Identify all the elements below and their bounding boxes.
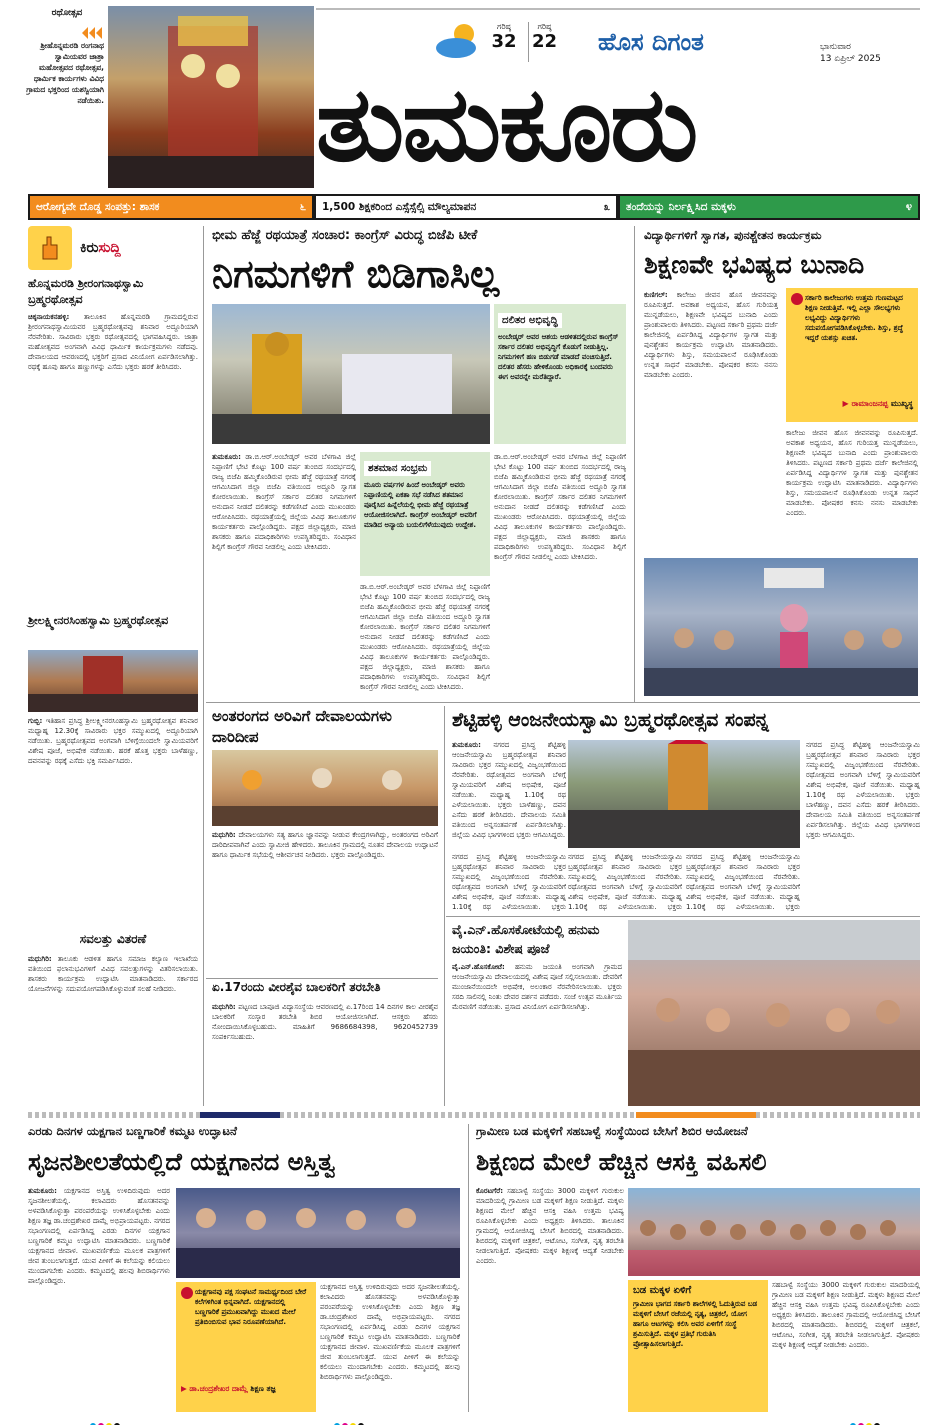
shettihalli-body-col3: ನಗರದ ಪ್ರಸಿದ್ಧ ಶೆಟ್ಟಿಹಳ್ಳಿ ಆಂಜನೇಯಸ್ವಾಮಿ ಬ್ರಹ್ಮರಥೋತ್ಸವ ಶನಿವಾರ ಸಾವಿರಾರು ಭಕ್ತರ ಸಮ್ಮುಖದಲ್ಲಿ ವಿಜೃಂಭಣೆಯಿಂದ ನೆರವೇರಿತು. ರಥೋತ್ಸವದ ಅಂಗವಾಗಿ ಬೆಳಿಗ್ಗೆ ಸ್ವಾಮಿಯವರಿಗೆ ವಿಶೇಷ ಅಭಿಷೇಕ, ಪೂಜೆ ನಡೆಯಿತು. ಮಧ್ಯಾಹ್ನ 1.10ಕ್ಕೆ ರಥ ಎಳೆಯಲಾಯಿತು. ಭಕ್ತರು (452, 853, 566, 911)
education-quote-role: ಮುಖ್ಯಸ್ಥ (890, 399, 913, 408)
issue-date: 13 ಏಪ್ರಿಲ್ 2025 (820, 54, 881, 64)
ratha-label: ರಥೋತ್ಸವ (51, 8, 83, 18)
lead-kicker: ಭೀಮ ಹೆಜ್ಜೆ ರಥಯಾತ್ರೆ ಸಂಚಾರ: ಕಾಂಗ್ರೆಸ್ ವಿರುದ್ಧ ಬಿಜೆಪಿ ಟೀಕೆ (212, 228, 478, 243)
shettihalli-body-col1: ತುಮಕೂರು: ನಗರದ ಪ್ರಸಿದ್ಧ ಶೆಟ್ಟಿಹಳ್ಳಿ ಆಂಜನೇಯಸ್ವಾಮಿ ಬ್ರಹ್ಮರಥೋತ್ಸವ ಶನಿವಾರ ಸಾವಿರಾರು ಭಕ್ತರ ಸಮ್ಮುಖದಲ್ಲಿ ವಿಜೃಂಭಣೆಯಿಂದ ನೆರವೇರಿತು. ರಥೋತ್ಸವದ ಅಂಗವಾಗಿ ಬೆಳಿಗ್ಗೆ ಸ್ವಾಮಿಯವರಿಗೆ ವಿಶೇಷ ಅಭಿಷೇಕ, ಪೂಜೆ ನಡೆಯಿತು. ಮಧ್ಯಾಹ್ನ 1.10ಕ್ಕೆ ರಥ ಎಳೆಯಲಾಯಿತು. ಭಕ್ತರು ಬಾಳೆಹಣ್ಣು, ದವನ ಎಸೆದು ಹರಕೆ ತೀರಿಸಿದರು. ದೇವಾಲಯ ಸಮಿತಿ ವತಿಯಿಂದ ಅನ್ನಸಂತರ್ಪಣೆ ಏರ್ಪಡಿಸಲಾಗಿತ್ತು. ಜಿಲ್ಲೆಯ ವಿವಿಧ ಭಾಗಗಳಿಂದ ಭಕ್ತರು ಆಗಮಿಸಿದ್ದರು. (452, 741, 566, 839)
yakshagana-quote-author: ಡಾ.ಚಂದ್ರಶೇಖರ ದಾಮ್ಲೆ (189, 1384, 248, 1393)
summer-body-col2: ಸಹಬಾಳ್ವೆ ಸಂಸ್ಥೆಯು 3000 ಮಕ್ಕಳಿಗೆ ಗುರುಕುಲ ಮಾದರಿಯಲ್ಲಿ ಗ್ರಾಮೀಣ ಬಡ ಮಕ್ಕಳಿಗೆ ಶಿಕ್ಷಣ ನೀಡುತ್ತಿದೆ. ಮಕ್ಕಳು ಶಿಕ್ಷಣದ ಮೇಲೆ ಹೆಚ್ಚಿನ ಆಸಕ್ತಿ ವಹಿಸಿ ಉತ್ತಮ ಭವಿಷ್ಯ ರೂಪಿಸಿಕೊಳ್ಳಬೇಕು ಎಂದು ಅಧ್ಯಕ್ಷರು ತಿಳಿಸಿದರು. ತಾಲೂಕಿನ ಗ್ರಾಮದಲ್ಲಿ ಆಯೋಜಿಸಿದ್ದ ಬೇಸಿಗೆ ಶಿಬಿರದಲ್ಲಿ ಮಾತನಾಡಿದರು. ಶಿಬಿರದಲ್ಲಿ ಮಕ್ಕಳಿಗೆ ಚಿತ್ರಕಲೆ, ಆಟೋಟ, ಸಂಗೀತ, ನೃತ್ಯ ತರಬೇತಿ ನೀಡಲಾಗುತ್ತಿದೆ. ಪೋಷಕರು ಮಕ್ಕಳ ಶಿಕ್ಷಣಕ್ಕೆ ಆದ್ಯತೆ ನೀಡಬೇಕು ಎಂದರು. (772, 1281, 920, 1349)
hanuma-photo (628, 920, 920, 1106)
registration-dots-left (90, 1414, 150, 1422)
ratha-photo (108, 6, 314, 188)
antaranga-body: ಮಧುಗಿರಿ: ದೇವಾಲಯಗಳು ಸತ್ಯ ಹಾಗೂ ಜ್ಞಾನವನ್ನು ನೀಡುವ ಕೇಂದ್ರಗಳಾಗಿದ್ದು, ಅಂತರಂಗದ ಅರಿವಿಗೆ ದಾರಿದೀಪವಾಗಿವೆ ಎಂದು ಸ್ವಾಮೀಜಿ ಹೇಳಿದರು. ತಾಲೂಕಿನ ಗ್ರಾಮದಲ್ಲಿ ನೂತನ ದೇವಾಲಯ ಉದ್ಘಾಟನೆ ಹಾಗೂ ಧಾರ್ಮಿಕ ಸಭೆಯಲ್ಲಿ ಆಶೀರ್ವಚನ ನೀಡಿದರು. ಭಕ್ತರು ಪಾಲ್ಗೊಂಡಿದ್ದರು. (212, 831, 438, 859)
issue-day: ಭಾನುವಾರ (820, 42, 851, 52)
kiru-label: ಕಿರು (80, 240, 99, 256)
temp-min: ಗರಿಷ್ಠ 22 (528, 22, 560, 62)
award-headline: ಏ.17ರಂದು ವೀರಶೈವ ಬಾಲಕರಿಗೆ ತರಬೇತಿ (212, 980, 381, 994)
lead-body-col3: ಡಾ.ಬಿ.ಆರ್.ಅಂಬೇಡ್ಕರ್ ಅವರ ಬೆಳಗಾವಿ ಜಿಲ್ಲೆ ನಿಪ್ಪಾಣಿಗೆ ಭೇಟಿ ಕೊಟ್ಟು 100 ವರ್ಷ ತುಂಬಿದ ಸಂದರ್ಭದಲ್ಲಿ ರಾಜ್ಯ ಬಿಜೆಪಿ ಹಮ್ಮಿಕೊಂಡಿರುವ ಭೀಮ ಹೆಜ್ಜೆ ರಥಯಾತ್ರೆ ನಗರಕ್ಕೆ ಆಗಮಿಸಿದಾಗ ಜಿಲ್ಲಾ ಬಿಜೆಪಿ ವತಿಯಿಂದ ಅದ್ದೂರಿ ಸ್ವಾಗತ ಕೋರಲಾಯಿತು. ಕಾಂಗ್ರೆಸ್ ಸರ್ಕಾರ ದಲಿತರ ನಿಗಮಗಳಿಗೆ ಅನುದಾನ ನೀಡದೆ ದಲಿತರನ್ನು ಕಡೆಗಣಿಸಿದೆ ಎಂದು ಮುಖಂಡರು ಆರೋಪಿಸಿದರು. ರಥಯಾತ್ರೆಯಲ್ಲಿ ಜಿಲ್ಲೆಯ ವಿವಿಧ ತಾಲೂಕುಗಳ ಕಾರ್ಯಕರ್ತರು ಪಾಲ್ಗೊಂಡಿದ್ದರು. ಪಕ್ಷದ ಜಿಲ್ಲಾಧ್ಯಕ್ಷರು, ಮಾಜಿ ಶಾಸಕರು ಹಾಗೂ ಪದಾಧಿಕಾರಿಗಳು ಉಪಸ್ಥಿತರಿದ್ದರು. ಸಂವಿಧಾನ ಶಿಲ್ಪಿಗೆ ಕಾಂಗ್ರೆಸ್ ಗೌರವ ನೀಡಲಿಲ್ಲ ಎಂದು ಟೀಕಿಸಿದರು. (494, 453, 626, 561)
yakshagana-quote-text: ಯಕ್ಷಗಾನವು ಪಕ್ಷ ಸಂಘಟನೆ ಸಾಮರ್ಥ್ಯದಿಂದ ಬೇರೆ ಕಲೆಗಳಿಗಿಂತ ಭಿನ್ನವಾಗಿದೆ. ಯಕ್ಷಗಾನದಲ್ಲಿ ಬಣ್ಣಗಾರಿಕೆ ಪ್ರಮುಖವಾಗಿದ್ದು ಮುಖದ ಮೇಲೆ ಪ್ರತಿಬಿಂಬಿಸುವ ಭಾವ ನಿರೂಪಣೆಯಾಗಿದೆ. (195, 1288, 307, 1326)
city-title: ತುಮಕೂರು (316, 63, 697, 185)
education-body-col1: ಕುಣಿಗಲ್: ಕಾಲೇಜು ಜೀವನ ಹೊಸ ಜೀವನವನ್ನು ರೂಪಿಸುತ್ತದೆ. ಅವಕಾಶ ಅಧ್ಯಯನ, ಹೊಸ ಗುರಿಯತ್ತ ಮುನ್ನಡೆಯಲು, ಶಿಕ್ಷಣವೇ ಭವಿಷ್ಯದ ಬುನಾದಿ ಎಂದು ಪ್ರಾಂಶುಪಾಲರು ತಿಳಿಸಿದರು. ಪಟ್ಟಣದ ಸರ್ಕಾರಿ ಪ್ರಥಮ ದರ್ಜೆ ಕಾಲೇಜಿನಲ್ಲಿ ಏರ್ಪಡಿಸಿದ್ದ ವಿದ್ಯಾರ್ಥಿಗಳ ಸ್ವಾಗತ ಮತ್ತು ಪುನಶ್ಚೇತನ ಕಾರ್ಯಕ್ರಮ ಉದ್ಘಾಟಿಸಿ ಮಾತನಾಡಿದರು. ವಿದ್ಯಾರ್ಥಿಗಳು ಶಿಸ್ತು, ಸಮಯಪಾಲನೆ ರೂಢಿಸಿಕೊಂಡು ಉನ್ನತ ಸಾಧನೆ ಮಾಡಬೇಕು. ಪೋಷಕರ ಕನಸು ನನಸು ಮಾಡಬೇಕು ಎಂದರು. (644, 291, 778, 379)
education-headline: ಶಿಕ್ಷಣವೇ ಭವಿಷ್ಯದ ಬುನಾದಿ (644, 250, 865, 279)
kiru-story2-title: ಶ್ರೀಲಕ್ಷ್ಮೀನರಸಿಂಹಸ್ವಾಮಿ ಬ್ರಹ್ಮರಥೋತ್ಸವ (28, 614, 169, 627)
shettihalli-body-col2: ನಗರದ ಪ್ರಸಿದ್ಧ ಶೆಟ್ಟಿಹಳ್ಳಿ ಆಂಜನೇಯಸ್ವಾಮಿ ಬ್ರಹ್ಮರಥೋತ್ಸವ ಶನಿವಾರ ಸಾವಿರಾರು ಭಕ್ತರ ಸಮ್ಮುಖದಲ್ಲಿ ವಿಜೃಂಭಣೆಯಿಂದ ನೆರವೇರಿತು. ರಥೋತ್ಸವದ ಅಂಗವಾಗಿ ಬೆಳಿಗ್ಗೆ ಸ್ವಾಮಿಯವರಿಗೆ ವಿಶೇಷ ಅಭಿಷೇಕ, ಪೂಜೆ ನಡೆಯಿತು. ಮಧ್ಯಾಹ್ನ 1.10ಕ್ಕೆ ರಥ ಎಳೆಯಲಾಯಿತು. ಭಕ್ತರು ಬಾಳೆಹಣ್ಣು, ದವನ ಎಸೆದು ಹರಕೆ ತೀರಿಸಿದರು. ದೇವಾಲಯ ಸಮಿತಿ ವತಿಯಿಂದ ಅನ್ನಸಂತರ್ಪಣೆ ಏರ್ಪಡಿಸಲಾಗಿತ್ತು. ಜಿಲ್ಲೆಯ ವಿವಿಧ ಭಾಗಗಳಿಂದ ಭಕ್ತರು ಆಗಮಿಸಿದ್ದರು. (806, 741, 920, 839)
divider-orange-accent (636, 1112, 756, 1118)
education-body-col2: ಕಾಲೇಜು ಜೀವನ ಹೊಸ ಜೀವನವನ್ನು ರೂಪಿಸುತ್ತದೆ. ಅವಕಾಶ ಅಧ್ಯಯನ, ಹೊಸ ಗುರಿಯತ್ತ ಮುನ್ನಡೆಯಲು, ಶಿಕ್ಷಣವೇ ಭವಿಷ್ಯದ ಬುನಾದಿ ಎಂದು ಪ್ರಾಂಶುಪಾಲರು ತಿಳಿಸಿದರು. ಪಟ್ಟಣದ ಸರ್ಕಾರಿ ಪ್ರಥಮ ದರ್ಜೆ ಕಾಲೇಜಿನಲ್ಲಿ ಏರ್ಪಡಿಸಿದ್ದ ವಿದ್ಯಾರ್ಥಿಗಳ ಸ್ವಾಗತ ಮತ್ತು ಪುನಶ್ಚೇತನ ಕಾರ್ಯಕ್ರಮ ಉದ್ಘಾಟಿಸಿ ಮಾತನಾಡಿದರು. ವಿದ್ಯಾರ್ಥಿಗಳು ಶಿಸ್ತು, ಸಮಯಪಾಲನೆ ರೂಢಿಸಿಕೊಂಡು ಉನ್ನತ ಸಾಧನೆ ಮಾಡಬೇಕು. ಪೋಷಕರ ಕನಸು ನನಸು ಮಾಡಬೇಕು ಎಂದರು. (786, 429, 918, 517)
teaser-3[interactable]: ತಂದೆಯನ್ನು ನಿರ್ಲಕ್ಷ್ಯಿಸಿದ ಮಕ್ಕಳು ೪ (620, 196, 918, 218)
shettihalli-photo (568, 740, 800, 848)
summer-box-title: ಬಡ ಮಕ್ಕಳ ಏಳಿಗೆ (633, 1285, 692, 1296)
dalitara-box (494, 304, 626, 444)
yakshagana-quote-role: ಶಿಕ್ಷಣ ತಜ್ಞ (250, 1384, 276, 1393)
kiru-story3-title: ಸವಲತ್ತು ವಿತರಣೆ (79, 932, 147, 946)
antaranga-photo (212, 750, 438, 826)
summer-kicker: ಗ್ರಾಮೀಣ ಬಡ ಮಕ್ಕಳಿಗೆ ಸಹಬಾಳ್ವೆ ಸಂಸ್ಥೆಯಿಂದ ಬೇಸಿಗೆ ಶಿಬಿರ ಆಯೋಜನೆ (476, 1124, 748, 1138)
summer-photo (628, 1188, 920, 1276)
paper-name-logo: ಹೊಸ ದಿಗಂತ (598, 28, 704, 56)
ratha-arrow-icon (82, 24, 104, 36)
rally-photo (212, 304, 490, 444)
shatamana-box-title: ಶತಮಾನ ಸಂಭ್ರಮ (364, 461, 431, 476)
divider-blue-accent (200, 1112, 280, 1118)
yakshagana-body-col1: ತುಮಕೂರು: ಯಕ್ಷಗಾನದ ಅಸ್ತಿತ್ವ ಉಳಿದಿರುವುದು ಅದರ ಸೃಜನಶೀಲತೆಯಲ್ಲಿ. ಕಲಾವಿದರು ಹೊಸತನವನ್ನು ಅಳವಡಿಸಿಕೊಳ್ಳುತ್ತಾ ಪರಂಪರೆಯನ್ನು ಉಳಿಸಿಕೊಳ್ಳಬೇಕು ಎಂದು ಶಿಕ್ಷಣ ತಜ್ಞ ಡಾ.ಚಂದ್ರಶೇಖರ ದಾಮ್ಲೆ ಅಭಿಪ್ರಾಯಪಟ್ಟರು. ನಗರದ ಸಭಾಂಗಣದಲ್ಲಿ ಏರ್ಪಡಿಸಿದ್ದ ಎರಡು ದಿನಗಳ ಯಕ್ಷಗಾನ ಬಣ್ಣಗಾರಿಕೆ ಕಮ್ಮಟ ಉದ್ಘಾಟಿಸಿ ಮಾತನಾಡಿದರು. ಬಣ್ಣಗಾರಿಕೆ ಯಕ್ಷಗಾನದ ಜೀವಾಳ. ಮುಖವರ್ಣಿಕೆಯ ಮೂಲಕ ಪಾತ್ರಗಳಿಗೆ ಜೀವ ತುಂಬಲಾಗುತ್ತದೆ. ಯುವ ಪೀಳಿಗೆ ಈ ಕಲೆಯನ್ನು ಕಲಿಯಲು ಮುಂದಾಗಬೇಕು ಎಂದರು. ಕಮ್ಮಟದಲ್ಲಿ ಹಲವು ಶಿಬಿರಾರ್ಥಿಗಳು ಪಾಲ್ಗೊಂಡಿದ್ದರು. (28, 1187, 170, 1285)
lead-body-col1: ತುಮಕೂರು: ಡಾ.ಬಿ.ಆರ್.ಅಂಬೇಡ್ಕರ್ ಅವರ ಬೆಳಗಾವಿ ಜಿಲ್ಲೆ ನಿಪ್ಪಾಣಿಗೆ ಭೇಟಿ ಕೊಟ್ಟು 100 ವರ್ಷ ತುಂಬಿದ ಸಂದರ್ಭದಲ್ಲಿ ರಾಜ್ಯ ಬಿಜೆಪಿ ಹಮ್ಮಿಕೊಂಡಿರುವ ಭೀಮ ಹೆಜ್ಜೆ ರಥಯಾತ್ರೆ ನಗರಕ್ಕೆ ಆಗಮಿಸಿದಾಗ ಜಿಲ್ಲಾ ಬಿಜೆಪಿ ವತಿಯಿಂದ ಅದ್ದೂರಿ ಸ್ವಾಗತ ಕೋರಲಾಯಿತು. ಕಾಂಗ್ರೆಸ್ ಸರ್ಕಾರ ದಲಿತರ ನಿಗಮಗಳಿಗೆ ಅನುದಾನ ನೀಡದೆ ದಲಿತರನ್ನು ಕಡೆಗಣಿಸಿದೆ ಎಂದು ಮುಖಂಡರು ಆರೋಪಿಸಿದರು. ರಥಯಾತ್ರೆಯಲ್ಲಿ ಜಿಲ್ಲೆಯ ವಿವಿಧ ತಾಲೂಕುಗಳ ಕಾರ್ಯಕರ್ತರು ಪಾಲ್ಗೊಂಡಿದ್ದರು. ಪಕ್ಷದ ಜಿಲ್ಲಾಧ್ಯಕ್ಷರು, ಮಾಜಿ ಶಾಸಕರು ಹಾಗೂ ಪದಾಧಿಕಾರಿಗಳು ಉಪಸ್ಥಿತರಿದ್ದರು. ಸಂವಿಧಾನ ಶಿಲ್ಪಿಗೆ ಕಾಂಗ್ರೆಸ್ ಗೌರವ ನೀಡಲಿಲ್ಲ ಎಂದು ಟೀಕಿಸಿದರು. (212, 453, 356, 551)
section-divider (28, 1112, 920, 1118)
teaser-1[interactable]: ಆರೋಗ್ಯವೇ ದೊಡ್ಡ ಸಂಪತ್ತು: ಶಾಸಕ ೬ (30, 196, 312, 218)
education-quote-text: ಸರ್ಕಾರಿ ಕಾಲೇಜುಗಳು ಉತ್ತಮ ಗುಣಮಟ್ಟದ ಶಿಕ್ಷಣ ನೀಡುತ್ತಿವೆ. ಇಲ್ಲಿ ಎಲ್ಲಾ ಸೌಲಭ್ಯಗಳು ಲಭ್ಯವಿದ್ದು ವಿದ್ಯಾರ್ಥಿಗಳು ಸದುಪಯೋಗಪಡಿಸಿಕೊಳ್ಳಬೇಕು. ಶಿಸ್ತು, ಶ್ರದ್ಧೆ ಇದ್ದರೆ ಯಶಸ್ಸು ಖಚಿತ. (805, 294, 904, 342)
registration-dots-center (334, 1414, 394, 1422)
yakshagana-kicker: ಎರಡು ದಿನಗಳ ಯಕ್ಷಗಾನ ಬಣ್ಣಗಾರಿಕೆ ಕಮ್ಮಟ ಉದ್ಘಾಟನೆ (28, 1124, 237, 1138)
gubbi-ratha-photo (28, 650, 198, 712)
education-kicker: ವಿದ್ಯಾರ್ಥಿಗಳಿಗೆ ಸ್ವಾಗತ, ಪುನಶ್ಚೇತನ ಕಾರ್ಯಕ್ರಮ (644, 228, 822, 242)
shettihalli-body-col4: ನಗರದ ಪ್ರಸಿದ್ಧ ಶೆಟ್ಟಿಹಳ್ಳಿ ಆಂಜನೇಯಸ್ವಾಮಿ ಬ್ರಹ್ಮರಥೋತ್ಸವ ಶನಿವಾರ ಸಾವಿರಾರು ಭಕ್ತರ ಸಮ್ಮುಖದಲ್ಲಿ ವಿಜೃಂಭಣೆಯಿಂದ ನೆರವೇರಿತು. ರಥೋತ್ಸವದ ಅಂಗವಾಗಿ ಬೆಳಿಗ್ಗೆ ಸ್ವಾಮಿಯವರಿಗೆ ವಿಶೇಷ ಅಭಿಷೇಕ, ಪೂಜೆ ನಡೆಯಿತು. ಮಧ್ಯಾಹ್ನ 1.10ಕ್ಕೆ ರಥ ಎಳೆಯಲಾಯಿತು. ಭಕ್ತರು (568, 853, 682, 911)
summer-headline: ಶಿಕ್ಷಣದ ಮೇಲೆ ಹೆಚ್ಚಿನ ಆಸಕ್ತಿ ವಹಿಸಲಿ (476, 1148, 767, 1176)
education-quote-box (786, 288, 918, 422)
shatamana-box (360, 452, 490, 576)
yakshagana-body-col2: ಯಕ್ಷಗಾನದ ಅಸ್ತಿತ್ವ ಉಳಿದಿರುವುದು ಅದರ ಸೃಜನಶೀಲತೆಯಲ್ಲಿ. ಕಲಾವಿದರು ಹೊಸತನವನ್ನು ಅಳವಡಿಸಿಕೊಳ್ಳುತ್ತಾ ಪರಂಪರೆಯನ್ನು ಉಳಿಸಿಕೊಳ್ಳಬೇಕು ಎಂದು ಶಿಕ್ಷಣ ತಜ್ಞ ಡಾ.ಚಂದ್ರಶೇಖರ ದಾಮ್ಲೆ ಅಭಿಪ್ರಾಯಪಟ್ಟರು. ನಗರದ ಸಭಾಂಗಣದಲ್ಲಿ ಏರ್ಪಡಿಸಿದ್ದ ಎರಡು ದಿನಗಳ ಯಕ್ಷಗಾನ ಬಣ್ಣಗಾರಿಕೆ ಕಮ್ಮಟ ಉದ್ಘಾಟಿಸಿ ಮಾತನಾಡಿದರು. ಬಣ್ಣಗಾರಿಕೆ ಯಕ್ಷಗಾನದ ಜೀವಾಳ. ಮುಖವರ್ಣಿಕೆಯ ಮೂಲಕ ಪಾತ್ರಗಳಿಗೆ ಜೀವ ತುಂಬಲಾಗುತ್ತದೆ. ಯುವ ಪೀಳಿಗೆ ಈ ಕಲೆಯನ್ನು ಕಲಿಯಲು ಮುಂದಾಗಬೇಕು ಎಂದರು. ಕಮ್ಮಟದಲ್ಲಿ ಹಲವು ಶಿಬಿರಾರ್ಥಿಗಳು ಪಾಲ್ಗೊಂಡಿದ್ದರು. (320, 1283, 460, 1381)
summer-body-col1: ಕೊರಟಗೆರೆ: ಸಹಬಾಳ್ವೆ ಸಂಸ್ಥೆಯು 3000 ಮಕ್ಕಳಿಗೆ ಗುರುಕುಲ ಮಾದರಿಯಲ್ಲಿ ಗ್ರಾಮೀಣ ಬಡ ಮಕ್ಕಳಿಗೆ ಶಿಕ್ಷಣ ನೀಡುತ್ತಿದೆ. ಮಕ್ಕಳು ಶಿಕ್ಷಣದ ಮೇಲೆ ಹೆಚ್ಚಿನ ಆಸಕ್ತಿ ವಹಿಸಿ ಉತ್ತಮ ಭವಿಷ್ಯ ರೂಪಿಸಿಕೊಳ್ಳಬೇಕು ಎಂದು ಅಧ್ಯಕ್ಷರು ತಿಳಿಸಿದರು. ತಾಲೂಕಿನ ಗ್ರಾಮದಲ್ಲಿ ಆಯೋಜಿಸಿದ್ದ ಬೇಸಿಗೆ ಶಿಬಿರದಲ್ಲಿ ಮಾತನಾಡಿದರು. ಶಿಬಿರದಲ್ಲಿ ಮಕ್ಕಳಿಗೆ ಚಿತ್ರಕಲೆ, ಆಟೋಟ, ಸಂಗೀತ, ನೃತ್ಯ ತರಬೇತಿ ನೀಡಲಾಗುತ್ತಿದೆ. ಪೋಷಕರು ಮಕ್ಕಳ ಶಿಕ್ಷಣಕ್ಕೆ ಆದ್ಯತೆ ನೀಡಬೇಕು ಎಂದರು. (476, 1187, 624, 1265)
dalitara-box-body: ಅಂಬೇಡ್ಕರ್ ಆವರ ಆಶಯ ಆಡಳಿತದಲ್ಲಿರುವ ಕಾಂಗ್ರೆಸ್ ಸರ್ಕಾರ ದಲಿತರ ಅಭಿವೃದ್ಧಿಗೆ ಕೊಡುಗೆ ನೀಡುತ್ತಿಲ್ಲ. ನಿಗಮಗಳಿಗೆ ಹಣ ಬಿಡುಗಡೆ ಮಾಡದೆ ವಂಚಿಸುತ್ತಿದೆ. ದಲಿತರ ಹೆಸರು ಹೇಳಿಕೊಂಡು ಅಧಿಕಾರಕ್ಕೆ ಬಂದವರು ಈಗ ಅವರನ್ನೇ ಮರೆತಿದ್ದಾರೆ. (498, 333, 619, 381)
weather-icon (434, 20, 486, 60)
hand-icon (28, 226, 72, 270)
quote-author-arrow-icon: ▶ (842, 399, 849, 408)
yakshagana-photo (176, 1188, 460, 1278)
quote-icon (791, 293, 803, 305)
kiru-story1-title: ಹೊನ್ನಮರಡಿ ಶ್ರೀರಂಗನಾಥಸ್ವಾಮಿ ಬ್ರಹ್ಮರಥೋತ್ಸವ (28, 277, 144, 306)
kiru-suddi-banner (28, 226, 198, 270)
yakshagana-headline: ಸೃಜನಶೀಲತೆಯಲ್ಲಿದೆ ಯಕ್ಷಗಾನದ ಅಸ್ತಿತ್ವ (28, 1148, 336, 1176)
registration-dots-right (850, 1414, 910, 1422)
kiru-story2-body: ಗುಬ್ಬಿ: ಇತಿಹಾಸ ಪ್ರಸಿದ್ಧ ಶ್ರೀಲಕ್ಷ್ಮೀನರಸಿಂಹಸ್ವಾಮಿ ಬ್ರಹ್ಮರಥೋತ್ಸವ ಶನಿವಾರ ಮಧ್ಯಾಹ್ನ 12.30ಕ್ಕೆ ಸಾವಿರಾರು ಭಕ್ತರ ಸಮ್ಮುಖದಲ್ಲಿ ಅದ್ದೂರಿಯಾಗಿ ನಡೆಯಿತು. ಬ್ರಹ್ಮರಥೋತ್ಸವದ ಅಂಗವಾಗಿ ಬೆಳಿಗ್ಗೆಯಿಂದಲೇ ಸ್ವಾಮಿಯವರಿಗೆ ವಿಶೇಷ ಪೂಜೆ, ಅಭಿಷೇಕ ನಡೆಯಿತು. ಹರಕೆ ಹೊತ್ತ ಭಕ್ತರು ಬಾಳೆಹಣ್ಣು, ದವನವನ್ನು ರಥಕ್ಕೆ ಎಸೆದು ಭಕ್ತಿ ಸಮರ್ಪಿಸಿದರು. (28, 717, 198, 765)
quote-author-arrow-icon: ▶ (181, 1384, 187, 1393)
award-body: ಮಧುಗಿರಿ: ಪಟ್ಟಣದ ಬಾಪೂಜಿ ವಿದ್ಯಾಸಂಸ್ಥೆಯ ಆವರಣದಲ್ಲಿ ಏ.17ರಿಂದ 14 ದಿನಗಳ ಕಾಲ ವೀರಶೈವ ಬಾಲಕರಿಗೆ ಸಂಸ್ಕಾರ ತರಬೇತಿ ಶಿಬಿರ ಆಯೋಜಿಸಲಾಗಿದೆ. ಆಸಕ್ತರು ಹೆಸರು ನೋಂದಾಯಿಸಿಕೊಳ್ಳಬಹುದು. ಮಾಹಿತಿಗೆ 9686684398, 9620452739 ಸಂಪರ್ಕಿಸಬಹುದು. (212, 1003, 438, 1041)
antaranga-headline: ಅಂತರಂಗದ ಅರಿವಿಗೆ ದೇವಾಲಯಗಳು ದಾರಿದೀಪ (212, 707, 392, 746)
lead-body-col2: ಡಾ.ಬಿ.ಆರ್.ಅಂಬೇಡ್ಕರ್ ಅವರ ಬೆಳಗಾವಿ ಜಿಲ್ಲೆ ನಿಪ್ಪಾಣಿಗೆ ಭೇಟಿ ಕೊಟ್ಟು 100 ವರ್ಷ ತುಂಬಿದ ಸಂದರ್ಭದಲ್ಲಿ ರಾಜ್ಯ ಬಿಜೆಪಿ ಹಮ್ಮಿಕೊಂಡಿರುವ ಭೀಮ ಹೆಜ್ಜೆ ರಥಯಾತ್ರೆ ನಗರಕ್ಕೆ ಆಗಮಿಸಿದಾಗ ಜಿಲ್ಲಾ ಬಿಜೆಪಿ ವತಿಯಿಂದ ಅದ್ದೂರಿ ಸ್ವಾಗತ ಕೋರಲಾಯಿತು. ಕಾಂಗ್ರೆಸ್ ಸರ್ಕಾರ ದಲಿತರ ನಿಗಮಗಳಿಗೆ ಅನುದಾನ ನೀಡದೆ ದಲಿತರನ್ನು ಕಡೆಗಣಿಸಿದೆ ಎಂದು ಮುಖಂಡರು ಆರೋಪಿಸಿದರು. ರಥಯಾತ್ರೆಯಲ್ಲಿ ಜಿಲ್ಲೆಯ ವಿವಿಧ ತಾಲೂಕುಗಳ ಕಾರ್ಯಕರ್ತರು ಪಾಲ್ಗೊಂಡಿದ್ದರು. ಪಕ್ಷದ ಜಿಲ್ಲಾಧ್ಯಕ್ಷರು, ಮಾಜಿ ಶಾಸಕರು ಹಾಗೂ ಪದಾಧಿಕಾರಿಗಳು ಉಪಸ್ಥಿತರಿದ್ದರು. ಸಂವಿಧಾನ ಶಿಲ್ಪಿಗೆ ಕಾಂಗ್ರೆಸ್ ಗೌರವ ನೀಡಲಿಲ್ಲ ಎಂದು ಟೀಕಿಸಿದರು. (360, 583, 490, 691)
shatamana-box-body: ಮೂರು ವರ್ಷಗಳ ಹಿಂದೆ ಅಂಬೇಡ್ಕರ್ ಅವರು ನಿಪ್ಪಾಣಿಯಲ್ಲಿ ಏಕತಾ ಸಭೆ ನಡೆಸಿದ ಶತಮಾನ ಪೂರೈಸಿದ ಹಿನ್ನೆಲೆಯಲ್ಲಿ ಭೀಮ ಹೆಜ್ಜೆ ರಥಯಾತ್ರೆ ಆಯೋಜಿಸಲಾಗಿದೆ. ಕಾಂಗ್ರೆಸ್ ಅಂಬೇಡ್ಕರ್ ಅವರಿಗೆ ಮಾಡಿದ ಅನ್ಯಾಯ ಬಯಲಿಗೆಳೆಯುವುದು ಉದ್ದೇಶ. (364, 481, 477, 529)
summer-box (628, 1280, 768, 1412)
yakshagana-quote-box (176, 1282, 316, 1412)
summer-box-body: ಗ್ರಾಮೀಣ ಭಾಗದ ಸರ್ಕಾರಿ ಶಾಲೆಗಳಲ್ಲಿ ಓದುತ್ತಿರುವ ಬಡ ಮಕ್ಕಳಿಗೆ ಬೇಸಿಗೆ ರಜೆಯಲ್ಲಿ ನೃತ್ಯ, ಚಿತ್ರಕಲೆ, ಯೋಗ ಹಾಗೂ ಆಟಗಳನ್ನು ಕಲಿಸಿ ಅವರ ಏಳಿಗೆಗೆ ಸಂಸ್ಥೆ ಶ್ರಮಿಸುತ್ತಿದೆ. ಮಕ್ಕಳ ಪ್ರತಿಭೆ ಗುರುತಿಸಿ ಪ್ರೋತ್ಸಾಹಿಸಲಾಗುತ್ತಿದೆ. (633, 1300, 758, 1348)
temp-max: ಗರಿಷ್ಠ 32 (491, 22, 517, 52)
hanuma-headline: ವೈ.ಎನ್.ಹೊಸಕೋಟೆಯಲ್ಲಿ ಹನುಮ ಜಯಂತಿ: ವಿಶೇಷ ಪೂಜೆ (452, 922, 600, 956)
hanuma-body: ವೈ.ಎನ್.ಹೊಸಕೋಟೆ: ಹನುಮ ಜಯಂತಿ ಅಂಗವಾಗಿ ಗ್ರಾಮದ ಆಂಜನೇಯಸ್ವಾಮಿ ದೇವಾಲಯದಲ್ಲಿ ವಿಶೇಷ ಪೂಜೆ ಸಲ್ಲಿಸಲಾಯಿತು. ದೇವರಿಗೆ ಮುಂಜಾನೆಯಿಂದಲೇ ಅಭಿಷೇಕ, ಅಲಂಕಾರ ನೆರವೇರಿಸಲಾಯಿತು. ಭಕ್ತರು ಸರದಿ ಸಾಲಿನಲ್ಲಿ ನಿಂತು ದೇವರ ದರ್ಶನ ಪಡೆದರು. ಸಂಜೆ ಉತ್ಸವ ಮೂರ್ತಿಯ ಮೆರವಣಿಗೆ ನಡೆಯಿತು. ಪ್ರಸಾದ ವಿನಿಯೋಗ ಏರ್ಪಡಿಸಲಾಗಿತ್ತು. (452, 963, 622, 1011)
quote-icon (181, 1287, 193, 1299)
kiru-story1-body: ಚಿಕ್ಕನಾಯಕನಹಳ್ಳಿ: ತಾಲೂಕಿನ ಹೊನ್ನಮರಡಿ ಗ್ರಾಮದಲ್ಲಿರುವ ಶ್ರೀರಂಗನಾಥಸ್ವಾಮಿಯವರ ಬ್ರಹ್ಮರಥೋತ್ಸವವು ಶನಿವಾರ ಅದ್ದೂರಿಯಾಗಿ ನೆರವೇರಿತು. ಸಾವಿರಾರು ಭಕ್ತರು ರಥೋತ್ಸವದಲ್ಲಿ ಭಾಗವಹಿಸಿದ್ದರು. ಜಾತ್ರಾ ಮಹೋತ್ಸವದ ಅಂಗವಾಗಿ ವಿವಿಧ ಧಾರ್ಮಿಕ ಕಾರ್ಯಕ್ರಮಗಳು ನಡೆದವು. ದೇವಾಲಯದ ಆವರಣದಲ್ಲಿ ಭಕ್ತರಿಗೆ ಪ್ರಸಾದ ವಿನಿಯೋಗ ಏರ್ಪಡಿಸಲಾಗಿತ್ತು. ರಥಕ್ಕೆ ಹೂವು ಹಾಗೂ ಹಣ್ಣುಗಳನ್ನು ಎಸೆದು ಭಕ್ತರು ಹರಕೆ ತೀರಿಸಿದರು. (28, 313, 198, 371)
education-photo (644, 558, 918, 696)
shettihalli-body-col5: ನಗರದ ಪ್ರಸಿದ್ಧ ಶೆಟ್ಟಿಹಳ್ಳಿ ಆಂಜನೇಯಸ್ವಾಮಿ ಬ್ರಹ್ಮರಥೋತ್ಸವ ಶನಿವಾರ ಸಾವಿರಾರು ಭಕ್ತರ ಸಮ್ಮುಖದಲ್ಲಿ ವಿಜೃಂಭಣೆಯಿಂದ ನೆರವೇರಿತು. ರಥೋತ್ಸವದ ಅಂಗವಾಗಿ ಬೆಳಿಗ್ಗೆ ಸ್ವಾಮಿಯವರಿಗೆ ವಿಶೇಷ ಅಭಿಷೇಕ, ಪೂಜೆ ನಡೆಯಿತು. ಮಧ್ಯಾಹ್ನ 1.10ಕ್ಕೆ ರಥ ಎಳೆಯಲಾಯಿತು. ಭಕ್ತರು (686, 853, 800, 911)
ratha-caption: ಶ್ರೀಹೊನ್ನಮರಡಿ ರಂಗನಾಥ ಸ್ವಾಮಿಯವರ ಜಾತ್ರಾ ಮಹೋತ್ಸವದ ರಥೋತ್ಸವ, ಧಾರ್ಮಿಕ ಕಾರ್ಯಗಳು ವಿವಿಧ ಗ್ರಾಮದ ಭಕ್ತರಿಂದ ಯಶಸ್ವಿಯಾಗಿ ನಡೆಯಿತು. (26, 41, 104, 105)
lead-headline: ನಿಗಮಗಳಿಗೆ ಬಿಡಿಗಾಸಿಲ್ಲ (212, 252, 500, 296)
dalitara-box-title: ದಲಿತರ ಅಭಿವೃದ್ಧಿ (498, 313, 562, 328)
suddi-label: ಸುದ್ದಿ (98, 240, 121, 256)
education-quote-author: ರಾಮಾಂಜನಪ್ಪ (851, 399, 889, 408)
shettihalli-headline: ಶೆಟ್ಟಿಹಳ್ಳಿ ಆಂಜನೇಯಸ್ವಾಮಿ ಬ್ರಹ್ಮರಥೋತ್ಸವ ಸಂಪನ್ನ (452, 709, 769, 731)
kiru-story3-body: ಮಧುಗಿರಿ: ತಾಲೂಕು ಆಡಳಿತ ಹಾಗೂ ಸಮಾಜ ಕಲ್ಯಾಣ ಇಲಾಖೆಯ ವತಿಯಿಂದ ಫಲಾನುಭವಿಗಳಿಗೆ ವಿವಿಧ ಸವಲತ್ತುಗಳನ್ನು ವಿತರಿಸಲಾಯಿತು. ಶಾಸಕರು ಕಾರ್ಯಕ್ರಮ ಉದ್ಘಾಟಿಸಿ ಮಾತನಾಡಿದರು. ಸರ್ಕಾರದ ಯೋಜನೆಗಳನ್ನು ಸದುಪಯೋಗಪಡಿಸಿಕೊಳ್ಳುವಂತೆ ಸಲಹೆ ನೀಡಿದರು. (28, 955, 198, 993)
teaser-2[interactable]: 1,500 ಶಿಕ್ಷಕರಿಂದ ಎಸ್ಸೆಸ್ಸೆಲ್ಸಿ ಮೌಲ್ಯಮಾಪನ ೩ (316, 196, 616, 218)
